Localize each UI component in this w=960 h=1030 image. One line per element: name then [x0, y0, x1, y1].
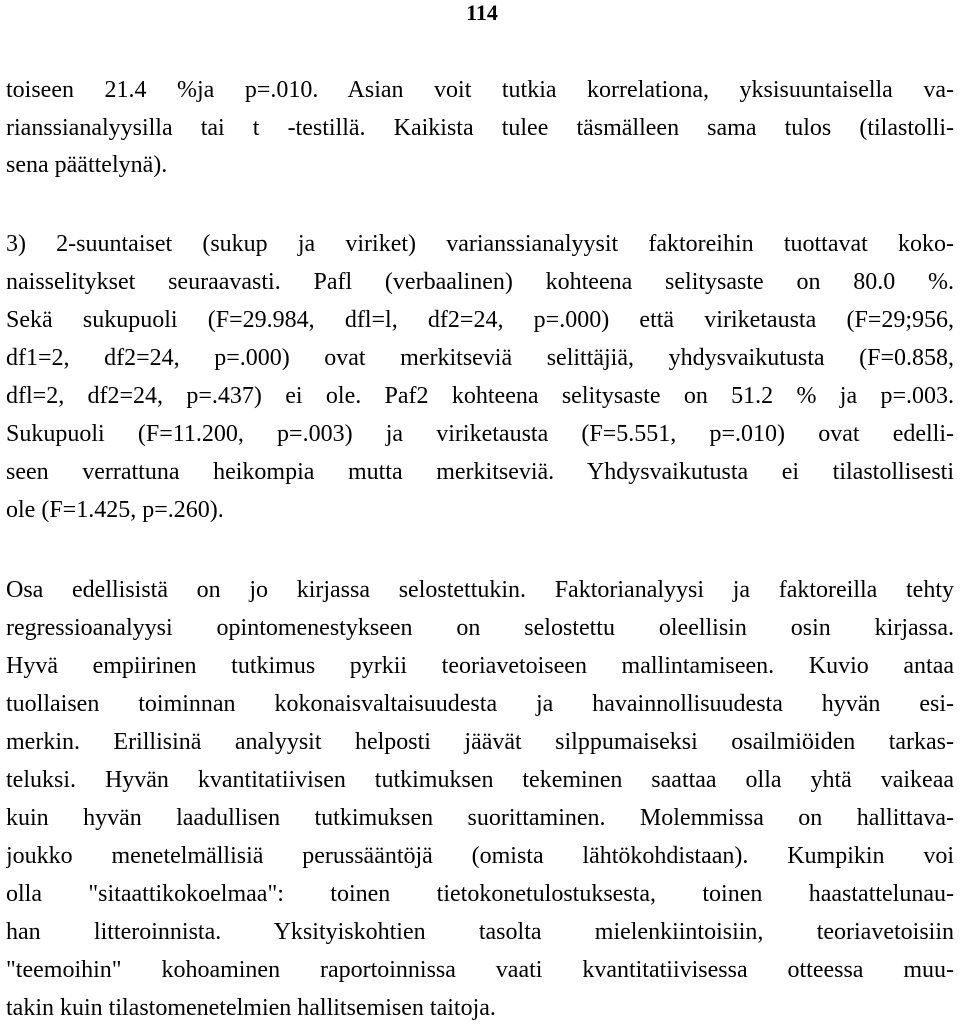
text-line: ole (F=1.425, p=.260).	[6, 497, 224, 523]
text-line: toiseen 21.4 %ja p=.010. Asian voit tutkia korrelationa, yksisuuntaisella va-	[6, 77, 954, 103]
page-number	[0, 0, 960, 26]
text-line: seen verrattuna heikompia mutta merkitseviä. Yhdysvaikutusta ei tilastollisesti	[6, 459, 954, 485]
text-line: olla "sitaattikokoelmaa": toinen tietokonetulostuksesta, toinen haastattelunau-	[6, 881, 954, 907]
text-line: tuollaisen toiminnan kokonaisvaltaisuudesta ja havainnollisuudesta hyvän esi-	[6, 691, 954, 717]
text-line: 3) 2-suuntaiset (sukup ja viriket) varianssianalyysit faktoreihin tuottavat koko-	[6, 231, 954, 257]
text-line: "teemoihin" kohoaminen raportoinnissa vaati kvantitatiivisessa otteessa muu-	[6, 957, 954, 983]
text-line: Hyvä empiirinen tutkimus pyrkii teoriavetoiseen mallintamiseen. Kuvio antaa	[6, 653, 954, 679]
text-line: Osa edellisistä on jo kirjassa selostettukin. Faktorianalyysi ja faktoreilla tehty	[6, 577, 954, 603]
text-line: Sukupuoli (F=11.200, p=.003) ja viriketausta (F=5.551, p=.010) ovat edelli-	[6, 421, 954, 447]
text-line: teluksi. Hyvän kvantitatiivisen tutkimuksen tekeminen saattaa olla yhtä vaikeaa	[6, 767, 954, 793]
text-line: sena päättelynä).	[6, 152, 168, 178]
text-line: dfl=2, df2=24, p=.437) ei ole. Paf2 kohteena selitysaste on 51.2 % ja p=.003.	[6, 383, 954, 409]
text-line: han litteroinnista. Yksityiskohtien tasolta mielenkiintoisiin, teoriavetoisiin	[6, 919, 954, 945]
text-line: takin kuin tilastomenetelmien hallitsemisen taitoja.	[6, 995, 496, 1021]
text-line: naisselitykset seuraavasti. Pafl (verbaalinen) kohteena selitysaste on 80.0 %.	[6, 269, 954, 295]
text-line: df1=2, df2=24, p=.000) ovat merkitseviä selittäjiä, yhdysvaikutusta (F=0.858,	[6, 345, 954, 371]
text-line: kuin hyvän laadullisen tutkimuksen suorittaminen. Molemmissa on hallittava-	[6, 805, 954, 831]
text-line: rianssianalyysilla tai t -testillä. Kaikista tulee täsmälleen sama tulos (tilastolli-	[6, 115, 954, 141]
text-line: joukko menetelmällisiä perussääntöjä (omista lähtökohdistaan). Kumpikin voi	[6, 843, 954, 869]
text-line: merkin. Erillisinä analyysit helposti jäävät silppumaiseksi osailmiöiden tarkas-	[6, 729, 954, 755]
text-line: Sekä sukupuoli (F=29.984, dfl=l, df2=24, p=.000) että viriketausta (F=29;956,	[6, 307, 954, 333]
page-number-text: 114	[466, 0, 498, 25]
text-line: regressioanalyysi opintomenestykseen on selostettu oleellisin osin kirjassa.	[6, 615, 954, 641]
